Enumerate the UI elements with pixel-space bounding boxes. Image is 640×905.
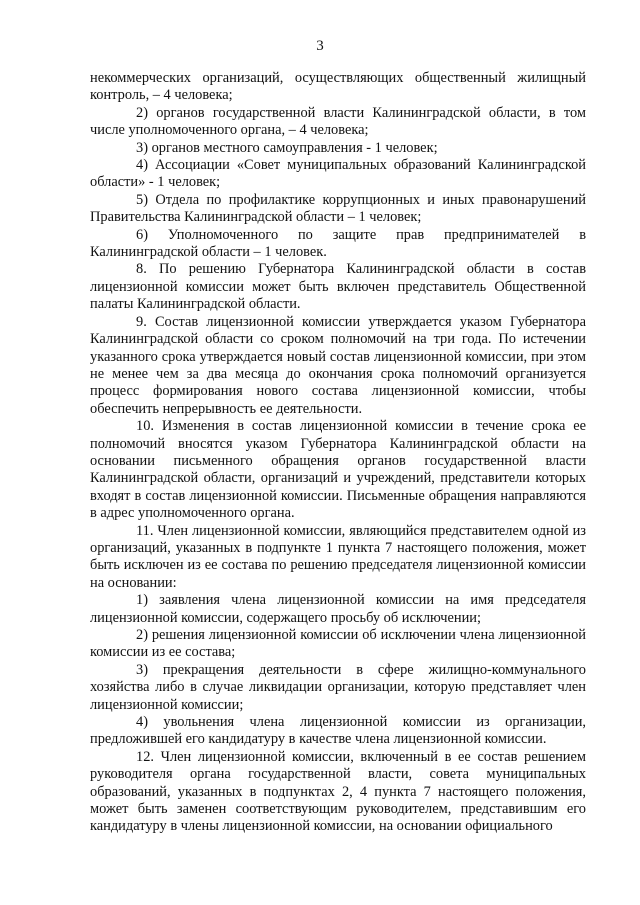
list-item-5: 5) Отдела по профилактике коррупционных и иных правонарушений Правительства Калининградской области – 1 человек; (90, 191, 586, 226)
document-body (90, 70, 586, 836)
clause-8: 8. По решению Губернатора Калининградской области в состав лицензионной комиссии может быть включен представитель Общественной палаты Калининградской области. (90, 261, 586, 313)
clause-11-item-1: 1) заявления члена лицензионной комиссии на имя председателя лицензионной комиссии, содержащего просьбу об исключении; (90, 592, 586, 626)
clause-11-item-4: 4) увольнения члена лицензионной комиссии из организации, предложившей его кандидатуру в качестве члена лицензионной комиссии. (90, 714, 586, 748)
clause-11-item-2: 2) решения лицензионной комиссии об исключении члена лицензионной комиссии из ее состава; (90, 627, 586, 661)
list-item-4: 4) Ассоциации «Совет муниципальных образований Калининградской области» - 1 человек; (90, 157, 586, 191)
clause-10: 10. Изменения в состав лицензионной комиссии в течение срока ее полномочий вносятся указом Губернатора Калининградской области на основании письменного обращения органов государственной власти Калининградской области, организаций и учреждений, представители которых входят в состав лицензионной комиссии. Письменные обращения направляются в адрес уполномоченного органа. (90, 418, 586, 522)
page-number: 3 (316, 38, 324, 54)
clause-9: 9. Состав лицензионной комиссии утверждается указом Губернатора Калининградской области со сроком полномочий на три года. По истечении указанного срока утверждается новый состав лицензионной комиссии, при этом не менее чем за два месяца до окончания срока полномочий организуется процесс формирования нового состава лицензионной комиссии, чтобы обеспечить непрерывность ее деятельности. (90, 313, 586, 417)
clause-11-item-3: 3) прекращения деятельности в сфере жилищно-коммунального хозяйства либо в случае ликвидации организации, которую представляет член лицензионной комиссии; (90, 661, 586, 713)
list-item-3: 3) органов местного самоуправления - 1 человек; (136, 139, 438, 156)
paragraph-continuation: некоммерческих организаций, осуществляющих общественный жилищный контроль, – 4 человека; (90, 70, 586, 104)
list-item-2: 2) органов государственной власти Калининградской области, в том числе уполномоченного органа, – 4 человека; (90, 104, 586, 139)
clause-12: 12. Член лицензионной комиссии, включенный в ее состав решением руководителя органа государственной власти, совета муниципальных образований, указанных в подпунктах 2, 4 пункта 7 настоящего положения, может быть заменен соответствующим руководителем, представившим его кандидатуру в члены лицензионной комиссии, на основании официального (90, 748, 586, 835)
list-item-6: 6) Уполномоченного по защите прав предпринимателей в Калининградской области – 1 человек. (90, 226, 586, 261)
clause-11: 11. Член лицензионной комиссии, являющийся представителем одной из организаций, указанных в подпункте 1 пункта 7 настоящего положения, может быть исключен из ее состава по решению председателя лицензионной комиссии на основании: (90, 522, 586, 591)
